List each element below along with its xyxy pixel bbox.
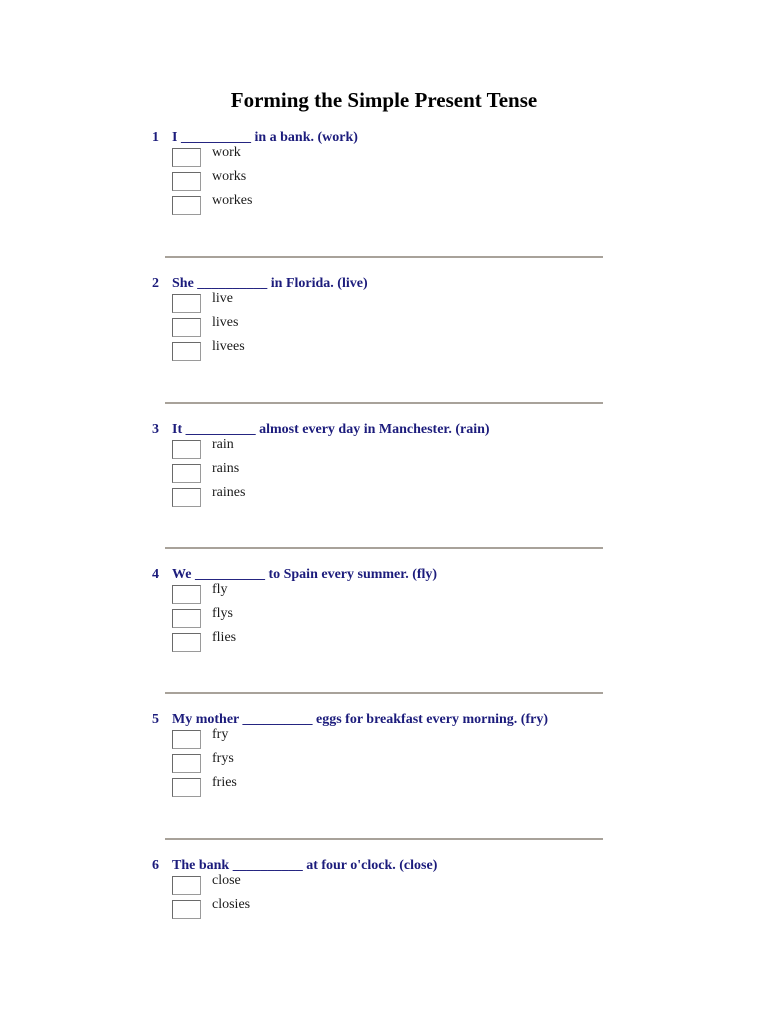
answer-checkbox[interactable] [172,778,201,797]
question-number: 2 [152,276,159,291]
question-text: It __________ almost every day in Manchester. (rain) [172,422,490,437]
answer-label: live [212,291,233,306]
question-text: I __________ in a bank. (work) [172,130,358,145]
answer-option[interactable] [150,195,620,219]
answer-checkbox[interactable] [172,464,201,483]
question-text: We __________ to Spain every summer. (fly) [172,567,438,582]
answer-label: closies [212,897,251,912]
section-divider [165,256,603,258]
section-divider [165,547,603,549]
answer-checkbox[interactable] [172,900,201,919]
answer-label: livees [212,339,245,354]
answer-label: fly [212,582,228,597]
answer-label: flies [212,630,237,645]
answer-label: flys [212,606,233,621]
answer-label: work [212,145,241,160]
answer-checkbox[interactable] [172,633,201,652]
answer-checkbox[interactable] [172,585,201,604]
question-2 [150,275,620,365]
answer-label: rains [212,461,240,476]
answer-label: raines [212,485,246,500]
answer-label: workes [212,193,253,208]
answer-option[interactable] [150,777,620,801]
answer-label: fry [212,727,229,742]
answer-option[interactable] [150,632,620,656]
page-title: Forming the Simple Present Tense [230,88,538,112]
answer-label: frys [212,751,234,766]
section-divider [165,692,603,694]
section-divider [165,402,603,404]
section-divider [165,838,603,840]
question-text: She __________ in Florida. (live) [172,276,368,291]
question-number: 4 [152,567,159,582]
question-1 [150,129,620,219]
question-3 [150,421,620,511]
question-number: 3 [152,422,159,437]
answer-checkbox[interactable] [172,196,201,215]
question-text: My mother __________ eggs for breakfast every morning. (fry) [172,712,548,727]
answer-option[interactable] [150,487,620,511]
question-number: 6 [152,858,159,873]
answer-checkbox[interactable] [172,342,201,361]
question-number: 1 [152,130,159,145]
answer-checkbox[interactable] [172,440,201,459]
answer-label: lives [212,315,239,330]
answer-checkbox[interactable] [172,294,201,313]
answer-checkbox[interactable] [172,876,201,895]
question-6 [150,857,620,923]
question-text: The bank __________ at four o'clock. (close) [172,858,438,873]
question-4 [150,566,620,656]
answer-checkbox[interactable] [172,730,201,749]
answer-option[interactable] [150,341,620,365]
answer-checkbox[interactable] [172,488,201,507]
answer-checkbox[interactable] [172,609,201,628]
answer-label: rain [212,437,234,452]
question-5 [150,711,620,801]
answer-checkbox[interactable] [172,148,201,167]
answer-checkbox[interactable] [172,318,201,337]
answer-label: fries [212,775,237,790]
answer-checkbox[interactable] [172,754,201,773]
question-number: 5 [152,712,159,727]
answer-checkbox[interactable] [172,172,201,191]
answer-option[interactable] [150,899,620,923]
answer-label: works [212,169,247,184]
answer-label: close [212,873,241,888]
